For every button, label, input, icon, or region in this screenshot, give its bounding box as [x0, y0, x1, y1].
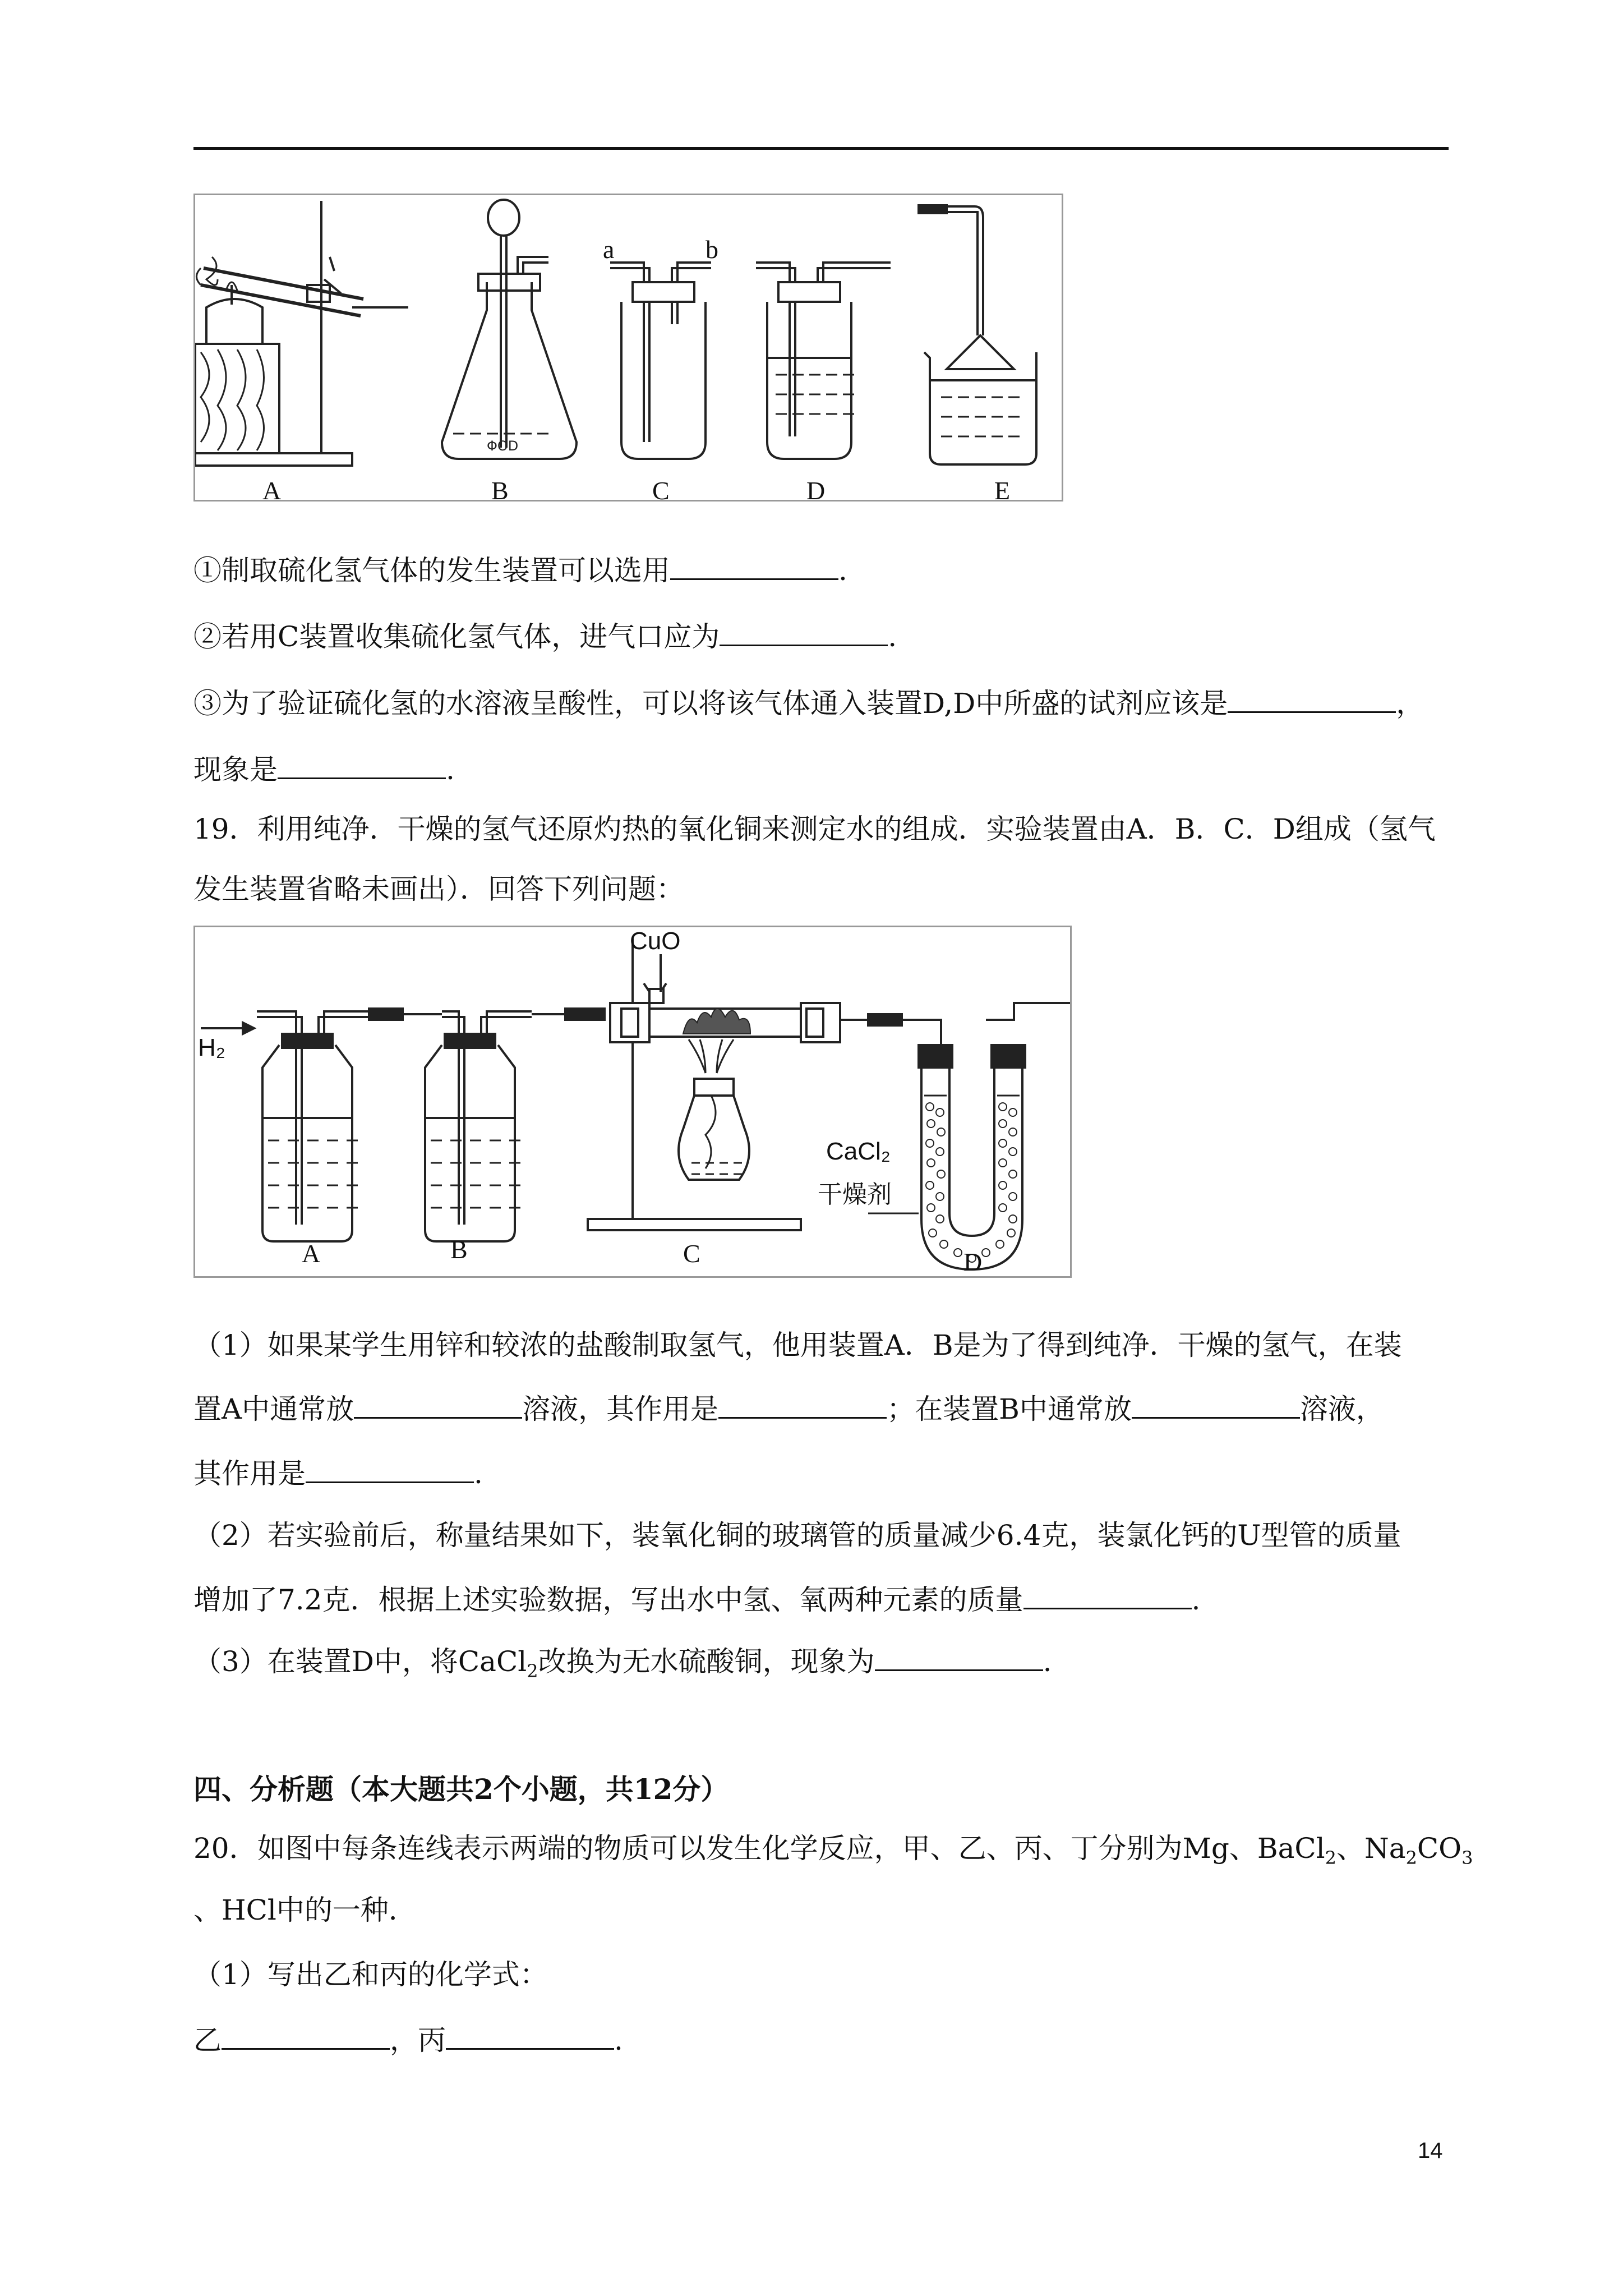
figure2-label-a: A [302, 1239, 321, 1268]
q19-part1-text-c: ；在装置B中通常放 [887, 1393, 1132, 1425]
subscript: 2 [1405, 1847, 1417, 1869]
subscript: 2 [1325, 1847, 1336, 1869]
q20-stem-line-1 [193, 1832, 1473, 1875]
page-number: 14 [1418, 2138, 1443, 2163]
apparatus-d-drawing [756, 263, 891, 459]
yi-label: 乙 [193, 2024, 222, 2056]
q18-item-3-cont-text: 现象是 [193, 753, 278, 786]
apparatus-b-drawing [442, 200, 577, 459]
period: . [614, 2024, 623, 2056]
q19-part1-text-e: 其作用是 [193, 1457, 306, 1490]
bing-label: ，丙 [390, 2024, 446, 2056]
figure1-label-b: B [491, 476, 509, 505]
q20-stem-text-c: CO [1417, 1832, 1462, 1865]
apparatus-figure-2 [193, 926, 1072, 1278]
q19-part3 [193, 1644, 1052, 1688]
q18-item-1 [193, 553, 847, 587]
port-label-b: b [706, 235, 718, 264]
answer-blank[interactable] [354, 1391, 522, 1419]
subscript: 2 [527, 1660, 538, 1682]
figure1-label-a: A [262, 476, 282, 505]
apparatus-figure-1 [193, 194, 1063, 505]
apparatus-e-drawing [919, 205, 1036, 464]
q19-part1-line-1: （1）如果某学生用锌和较浓的盐酸制取氢气，他用装置A．B是为了得到纯净．干燥的氢气，在装 [193, 1329, 1402, 1361]
q19-part2-line-2 [193, 1582, 1200, 1617]
period: . [1191, 1584, 1201, 1616]
period: . [474, 1457, 483, 1490]
q20-stem-line-2: 、HCl中的一种． [193, 1894, 417, 1926]
answer-blank[interactable] [1132, 1391, 1300, 1419]
comma: ， [1396, 687, 1424, 720]
desiccant-granules [926, 1103, 1017, 1262]
q19-part2-line-1: （2）若实验前后，称量结果如下，装氧化铜的玻璃管的质量减少6.4克，装氯化钙的U型管的质量 [193, 1519, 1401, 1552]
q20-sub-1-answers [193, 2022, 623, 2057]
q19-stem-line-1: 19．利用纯净．干燥的氢气还原灼热的氧化铜来测定水的组成．实验装置由A．B．C．D组成（氢气 [193, 813, 1436, 845]
answer-blank[interactable] [720, 619, 888, 646]
cuo-label: CuO [630, 927, 681, 955]
figure1-label-c: C [652, 476, 670, 505]
h2-arrow-icon [201, 1023, 254, 1034]
q19-part3-text-a: （3）在装置D中，将CaCl [193, 1645, 527, 1678]
answer-blank[interactable] [1228, 685, 1396, 713]
q20-sub-1: （1）写出乙和丙的化学式： [193, 1958, 548, 1991]
port-label-a: a [603, 235, 615, 264]
period: . [838, 554, 847, 587]
q19-part1-text-b: 溶液，其作用是 [522, 1393, 719, 1425]
q19-part1-text-d: 溶液， [1299, 1393, 1384, 1425]
answer-blank[interactable] [670, 553, 838, 580]
desiccant-label: 干燥剂 [818, 1180, 892, 1209]
answer-blank[interactable] [306, 1456, 474, 1483]
bottle-a-drawing [257, 1011, 369, 1241]
subscript: 3 [1461, 1847, 1473, 1869]
q19-part3-text-b: 改换为无水硫酸铜，现象为 [538, 1645, 875, 1678]
answer-blank[interactable] [718, 1391, 887, 1419]
q18-item-3 [193, 685, 1424, 720]
q19-part1-line-2 [193, 1391, 1384, 1426]
apparatus-a-drawing [195, 201, 408, 466]
section-4-heading: 四、分析题（本大题共2个小题，共12分） [193, 1773, 729, 1806]
apparatus-c-drawing [610, 263, 711, 459]
q20-stem-text-a: 20．如图中每条连线表示两端的物质可以发生化学反应，甲、乙、丙、丁分别为Mg、BaCl [193, 1832, 1325, 1865]
answer-blank[interactable] [875, 1644, 1043, 1671]
answer-blank[interactable] [222, 2022, 390, 2050]
period: . [888, 620, 897, 653]
answer-blank[interactable] [278, 752, 446, 779]
header-rule [193, 147, 1449, 150]
q19-part2-text: 增加了7.2克．根据上述实验数据，写出水中氢、氧两种元素的质量 [193, 1584, 1023, 1616]
figure1-label-d: D [806, 476, 826, 505]
q18-item-3-text: ③为了验证硫化氢的水溶液呈酸性，可以将该气体通入装置D,D中所盛的试剂应该是 [193, 687, 1228, 720]
q19-stem-line-2: 发生装置省略未画出）．回答下列问题： [193, 873, 684, 905]
q19-part1-line-3 [193, 1456, 483, 1490]
h2-label: H₂ [198, 1034, 225, 1061]
svg-text:ΦOD: ΦOD [487, 438, 519, 454]
answer-blank[interactable] [446, 2022, 614, 2050]
q19-part1-text-a: 置A中通常放 [193, 1393, 354, 1425]
figure1-label-e: E [994, 476, 1011, 505]
figure2-label-b: B [450, 1235, 468, 1264]
q18-item-3-cont [193, 752, 455, 786]
cacl2-label: CaCl₂ [826, 1138, 891, 1165]
q18-item-2-text: ②若用C装置收集硫化氢气体，进气口应为 [193, 620, 720, 653]
period: . [446, 753, 455, 786]
figure2-label-c: C [683, 1239, 700, 1268]
q18-item-1-text: ①制取硫化氢气体的发生装置可以选用 [193, 554, 670, 587]
bottle-b-drawing [425, 1011, 532, 1241]
period: . [1043, 1645, 1052, 1678]
q20-stem-text-b: 、Na [1336, 1832, 1406, 1865]
figure2-label-d: D [963, 1248, 983, 1276]
q18-item-2 [193, 619, 897, 654]
u-tube-d-drawing [868, 1003, 1070, 1269]
answer-blank[interactable] [1023, 1582, 1192, 1609]
